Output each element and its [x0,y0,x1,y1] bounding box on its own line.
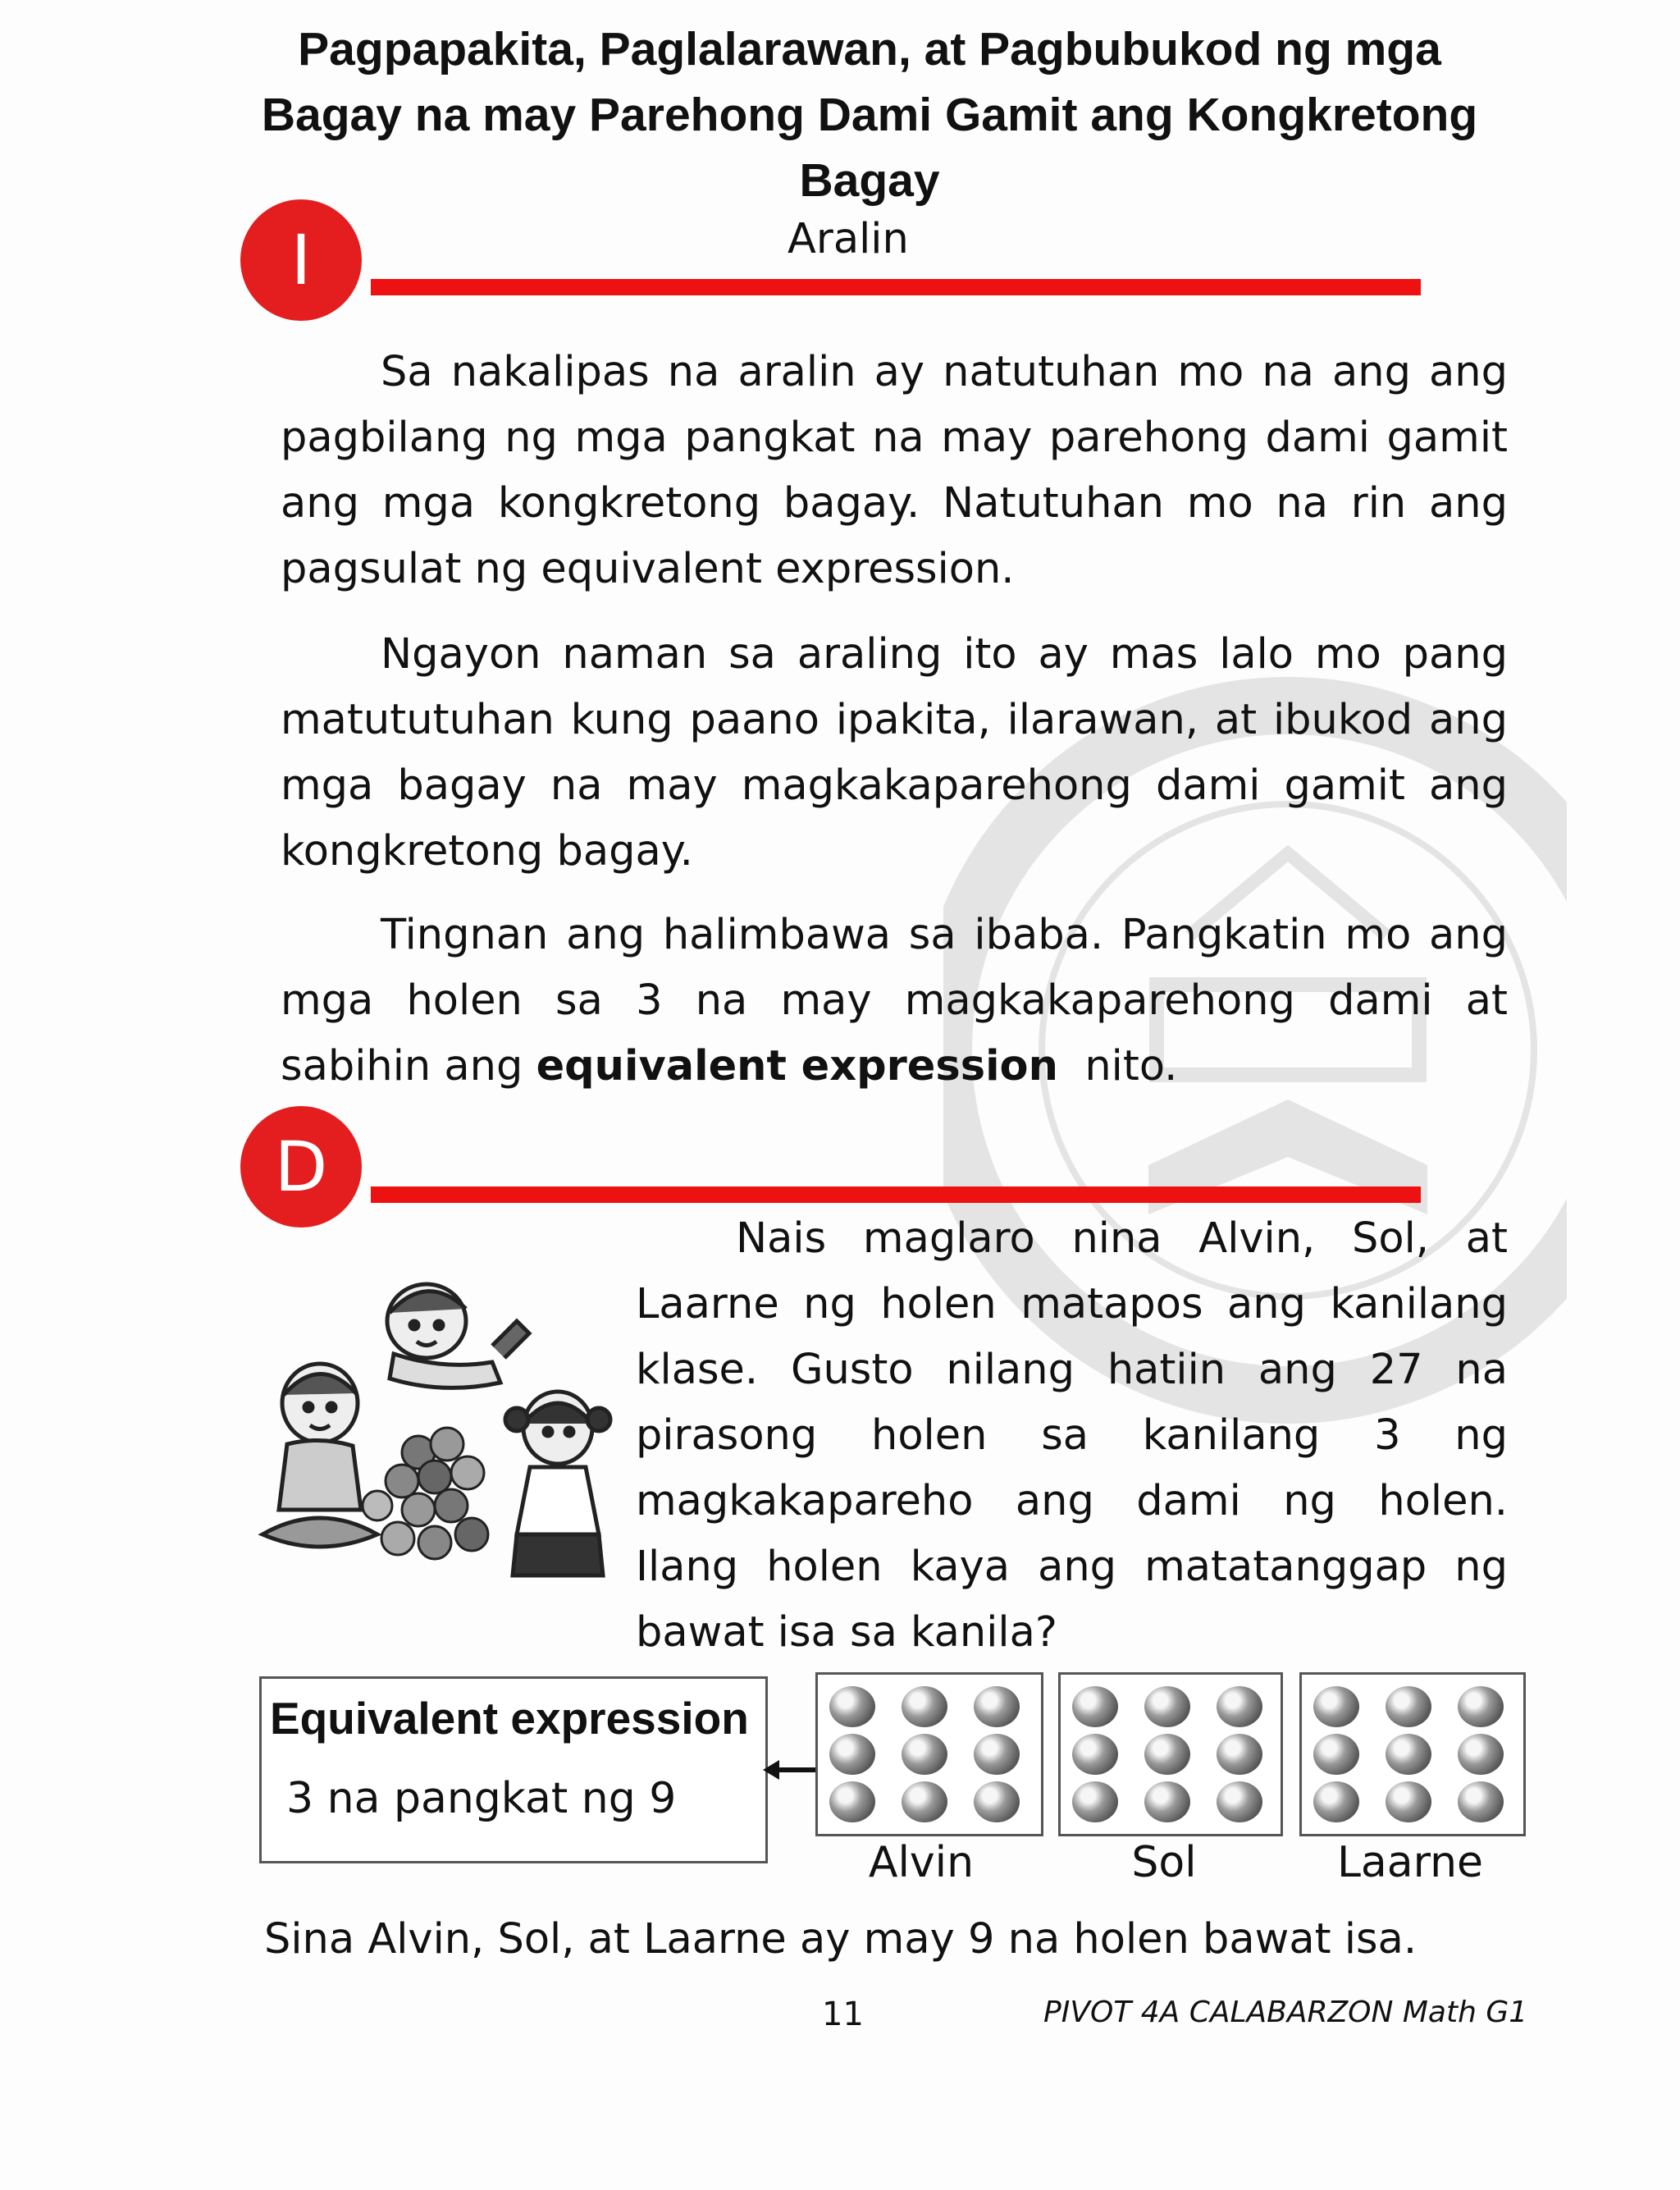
group-name-sol: Sol [1131,1838,1197,1887]
paragraph-2: Ngayon naman sa araling ito ay mas lalo mo pang matututuhan kung paano ipakita, ilarawan, at ibukod ang mga bagay na may magkakaparehong dami gamit ang kongkretong bagay. [281,630,1508,876]
marble-icon [1217,1686,1262,1727]
marble-icon [902,1781,947,1822]
equivalent-expression-term: equivalent expression [536,1042,1058,1090]
marble-icon [902,1686,947,1727]
marble-icon [1217,1734,1262,1775]
paragraph-3: Tingnan ang halimbawa sa ibaba. Pangkatin mo ang mga holen sa 3 na may magkakaparehong dami at sabihin ang equivalent expression nito. [281,911,1508,1090]
marble-icon [1144,1686,1190,1727]
marble-icon [829,1781,875,1822]
marble-icon [1144,1781,1190,1822]
conclusion-sentence: Sina Alvin, Sol, at Laarne ay may 9 na holen bawat isa. [264,1915,1418,1964]
equivalent-expression-title: Equivalent expression [270,1693,749,1744]
children-playing-marbles-illustration [254,1264,615,1592]
equivalent-expression-box [259,1676,768,1863]
marble-icon [1458,1686,1504,1727]
page-title: Pagpapakita, Paglalarawan, at Pagbubukod ng mga Bagay na may Parehong Dami Gamit ang Kongkretong Bagay [261,23,1478,207]
arrow-left-icon [763,1753,819,1786]
marble-icon [974,1734,1020,1775]
marble-group-box-laarne [1299,1672,1526,1836]
story-paragraph: Nais maglaro nina Alvin, Sol, at Laarne ng holen matapos ang kanilang klase. Gusto nilang hatiin ang 27 na pirasong holen sa kanilang 3 ng magkakapareho ang dami ng holen. Ilang holen kaya ang matatanggap ng bawat isa sa kanila? [636,1214,1508,1657]
marble-icon [1144,1734,1190,1775]
section-i-label: Aralin [788,215,909,263]
marble-icon [829,1686,875,1727]
section-d-badge: D [240,1106,362,1228]
section-i-badge: I [240,199,362,321]
marble-group-box-alvin [815,1672,1043,1836]
section-i-rule [371,279,1421,295]
marble-icon [1217,1781,1262,1822]
marble-icon [1072,1734,1118,1775]
section-d-rule [371,1186,1421,1203]
marble-icon [1313,1686,1359,1727]
marble-icon [1458,1781,1504,1822]
marble-icon [974,1781,1020,1822]
marble-icon [1386,1781,1431,1822]
marble-icon [1072,1686,1118,1727]
marble-icon [1072,1781,1118,1822]
footer-source: PIVOT 4A CALABARZON Math G1 [1043,1996,1528,2029]
group-name-laarne: Laarne [1336,1838,1484,1887]
paragraph-1: Sa nakalipas na aralin ay natutuhan mo na ang ang pagbilang ng mga pangkat na may parehong dami gamit ang mga kongkretong bagay. Natutuhan mo na rin ang pagsulat ng equivalent expression. [281,348,1508,593]
marble-icon [974,1686,1020,1727]
page-number: 11 [822,1996,864,2033]
marble-icon [1386,1734,1431,1775]
marble-icon [1313,1734,1359,1775]
marble-icon [1386,1686,1431,1727]
group-name-alvin: Alvin [868,1838,975,1887]
marble-icon [829,1734,875,1775]
marble-icon [1313,1781,1359,1822]
marble-icon [902,1734,947,1775]
marble-group-box-sol [1058,1672,1283,1836]
marble-icon [1458,1734,1504,1775]
equivalent-expression-value: 3 na pangkat ng 9 [286,1774,677,1823]
